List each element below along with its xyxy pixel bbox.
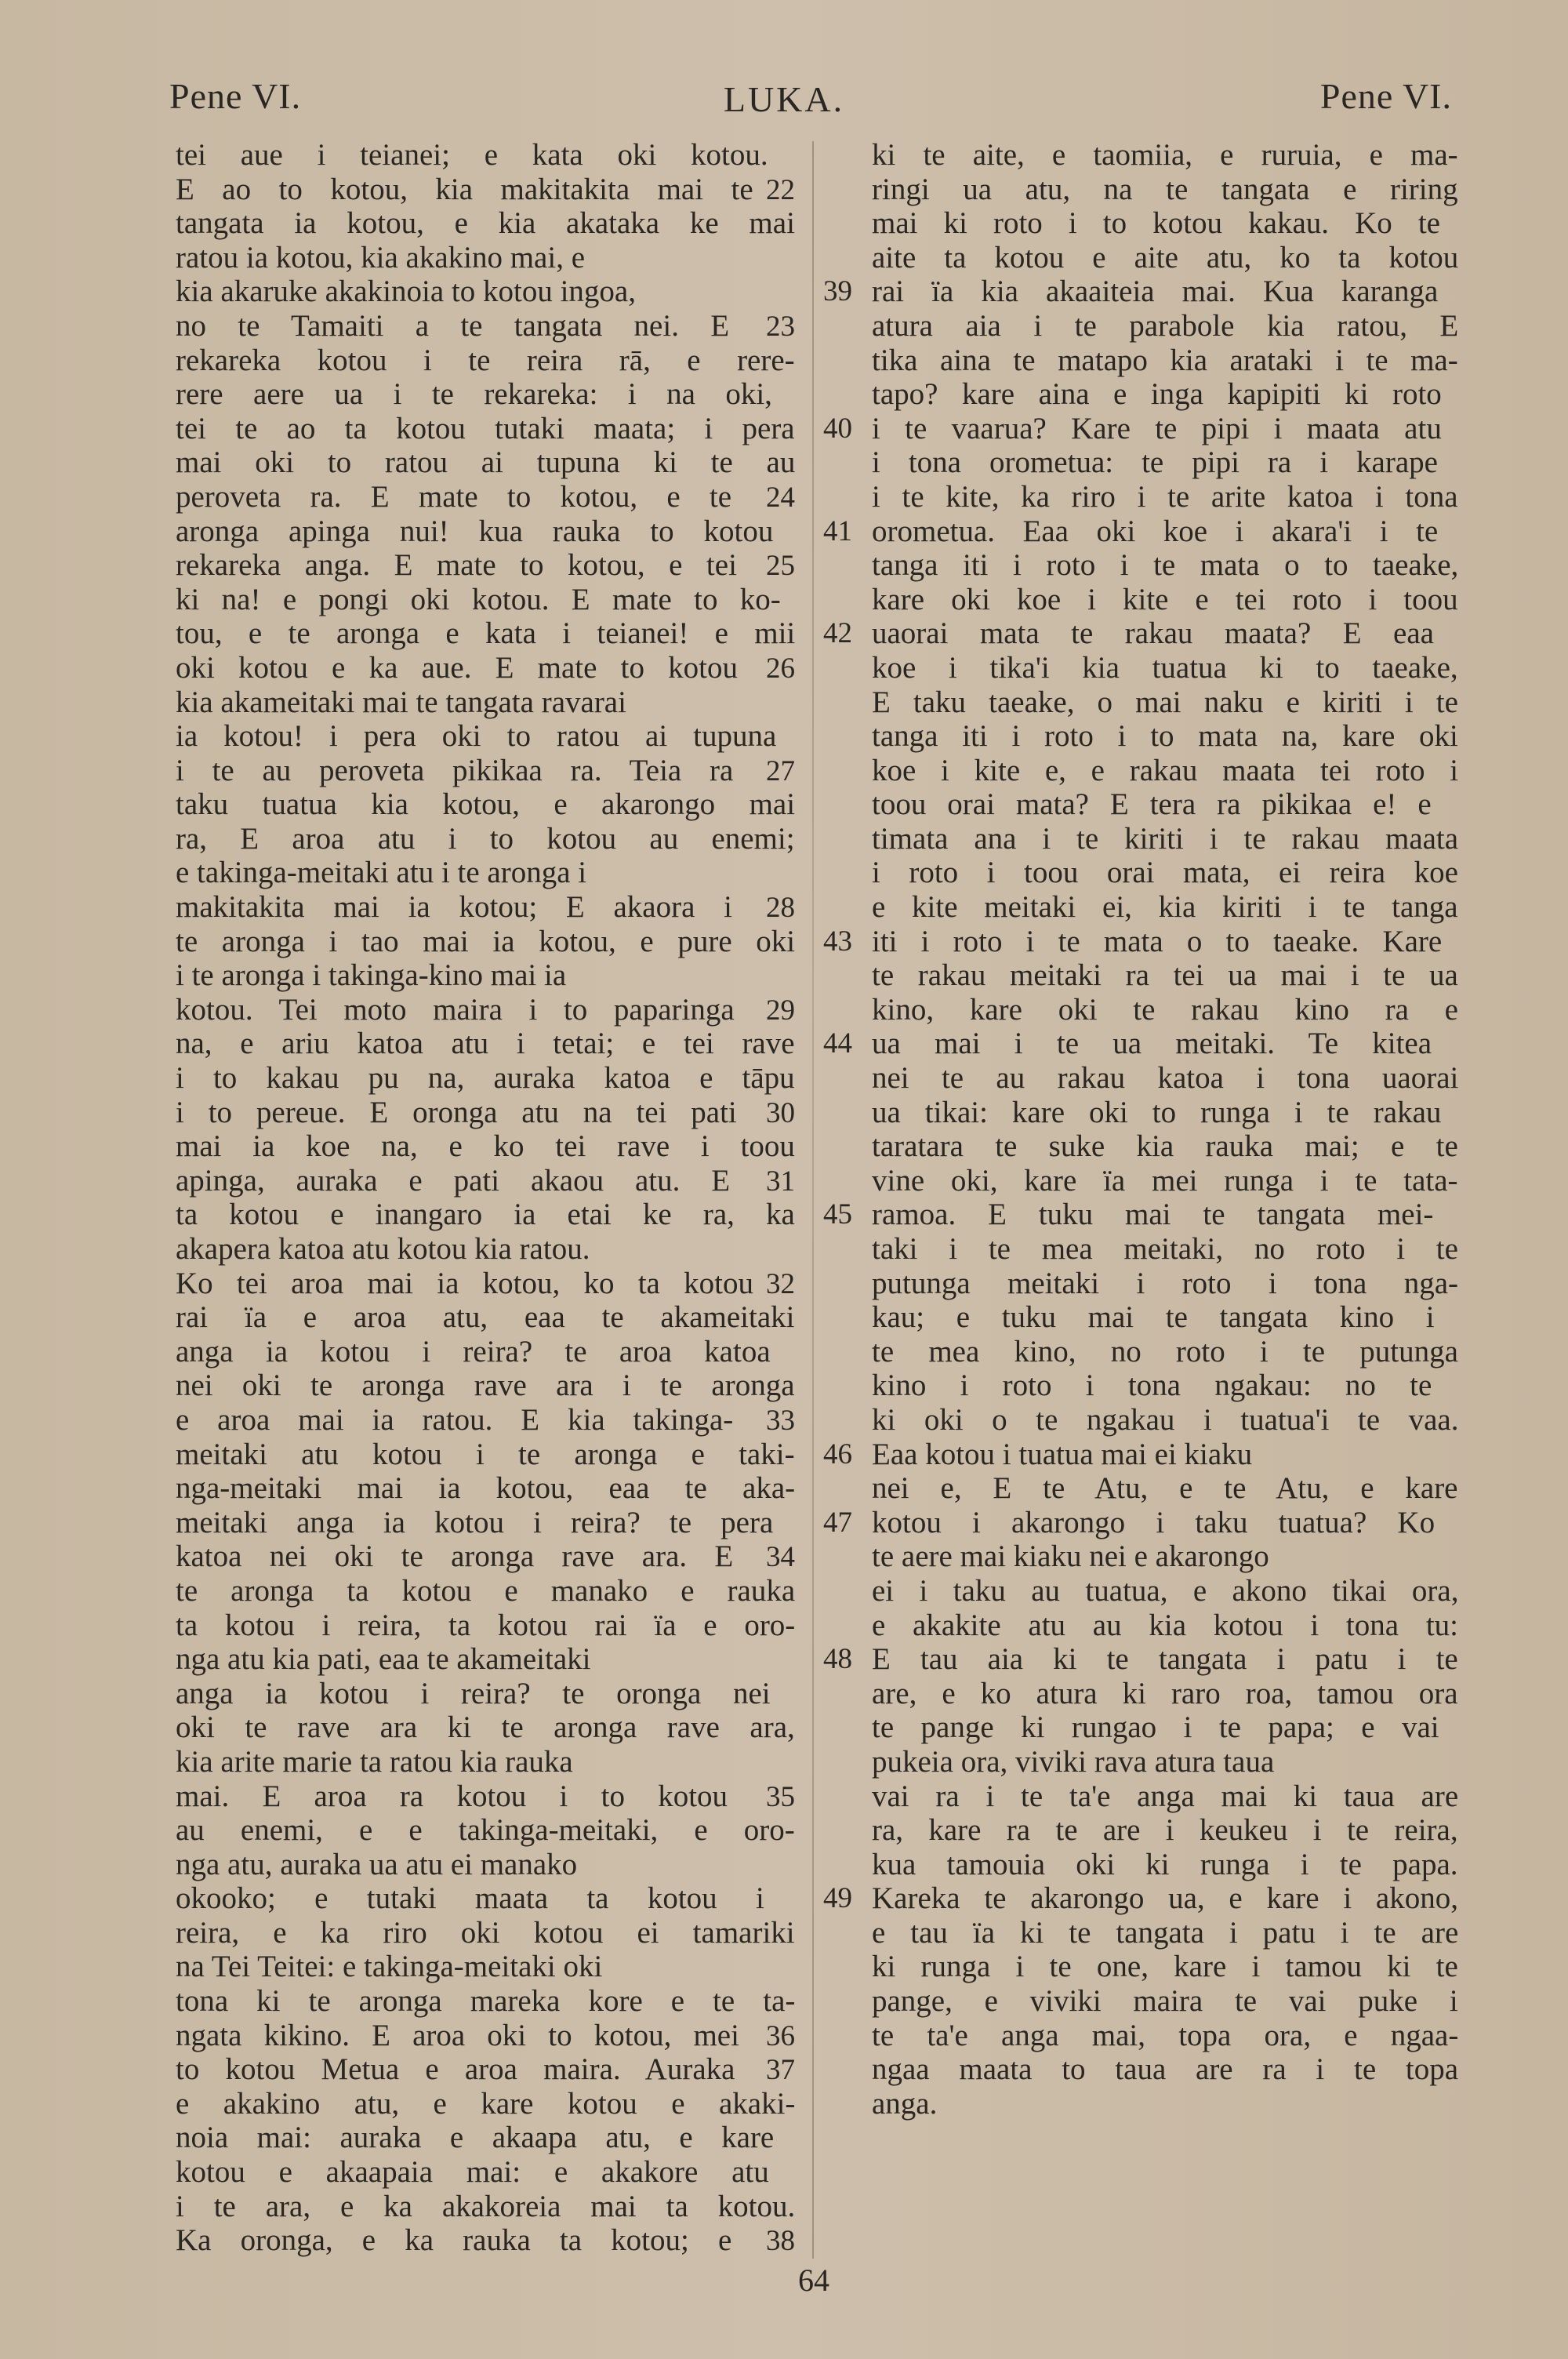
line-text: ki runga i te one, kare i tamou ki te [872,1950,1458,1984]
line-text: rekareka anga. E mate to kotou, e tei [176,548,737,583]
text-line [176,241,795,275]
line-text: e akakino atu, e kare kotou e akaki- [176,2086,796,2121]
text-line [872,445,1458,480]
text-line [176,1267,795,1301]
line-text: i to kakau pu na, auraka katoa e tāpu [176,1061,795,1096]
line-text: mai. E aroa ra kotou i to kotou [176,1779,728,1813]
text-line [176,309,795,343]
text-line [176,548,795,583]
line-text: rai ïa kia akaaiteia mai. Kua karanga [872,274,1439,309]
line-text: vine oki, kare ïa mei runga i te tata- [872,1163,1458,1198]
line-text: nei te au rakau katoa i tona uaorai [872,1061,1459,1096]
line-text: e kite meitaki ei, kia kiriti i te tanga [872,890,1458,925]
line-text: reira, e ka riro oki kotou ei tamariki [176,1915,795,1950]
page-number: 64 [798,2263,829,2298]
line-text: anga ia kotou i reira? te oronga nei [176,1676,771,1710]
text-line [176,1813,795,1848]
line-text: pukeia ora, viviki rava atura taua [872,1744,1275,1779]
line-text: te rakau meitaki ra tei ua mai i te ua [872,958,1458,993]
text-line [872,2052,1458,2087]
line-text: tanga iti i roto i te mata o to taeake, [872,548,1459,583]
line-text: iti i roto i te mata o to taeake. Kare [872,924,1443,958]
line-text: te ta'e anga mai, topa ora, e ngaa- [872,2018,1459,2052]
text-line [176,1096,795,1130]
verse-number: 32 [766,1267,795,1300]
text-line [872,1129,1458,1164]
text-line [176,412,795,446]
verse-number: 23 [766,310,795,343]
line-text: i te au peroveta pikikaa ra. Teia ra [176,753,734,787]
text-line [176,685,795,720]
line-text: okooko; e tutaki maata ta kotou i [176,1881,764,1916]
line-text: kotou i akarongo i taku tuatua? Ko [872,1505,1436,1539]
verse-number: 24 [766,481,795,514]
text-line [872,993,1458,1027]
text-line [872,1369,1458,1403]
text-line [872,890,1458,925]
text-line [872,787,1458,822]
text-line [176,2223,795,2258]
line-text: ki na! e pongi oki kotou. E mate to ko- [176,582,781,616]
text-line [176,1779,795,1814]
line-text: ra, kare ra te are i keukeu i te reira, [872,1813,1458,1848]
verse-number: 22 [766,173,795,206]
line-text: nga-meitaki mai ia kotou, eaa te aka- [176,1471,796,1506]
text-line [872,1096,1458,1130]
line-text: ta kotou e inangaro ia etai ke ra, ka [176,1198,795,1232]
text-line [872,1710,1458,1745]
text-line [872,241,1458,275]
text-line [176,890,795,925]
verse-number: 44 [823,1027,852,1060]
text-line [872,822,1458,856]
text-line [176,754,795,788]
line-text: oki te rave ara ki te aronga rave ara, [176,1710,795,1745]
text-line [176,1300,795,1335]
line-text: oki kotou e ka aue. E mate to kotou [176,650,739,685]
line-text: ramoa. E tuku mai te tangata mei- [872,1198,1434,1232]
line-text: mai oki to ratou ai tupuna ki te au [176,445,796,480]
verse-number: 25 [766,550,795,583]
line-text: putunga meitaki i roto i tona nga- [872,1266,1459,1300]
text-line [872,958,1458,993]
line-text: atura aia i te parabole kia ratou, E [872,308,1459,343]
text-line [872,1608,1458,1643]
line-text: i tona orometua: te pipi ra i karape [872,445,1438,480]
line-text: ratou ia kotou, kia akakino mai, e [176,240,586,274]
text-line [176,1506,795,1540]
line-text: tei te ao ta kotou tutaki maata; i pera [176,411,795,445]
line-text: taku tuatua kia kotou, e akarongo mai [176,787,796,822]
line-text: i te ara, e ka akakoreia mai ta kotou. [176,2189,796,2223]
line-text: ringi ua atu, na te tangata e riring [872,172,1458,206]
text-line [872,685,1458,720]
line-text: tapo? kare aina e inga kapipiti ki roto [872,377,1442,412]
line-text: nei e, E te Atu, e te Atu, e kare [872,1471,1458,1506]
text-line [176,1710,795,1745]
text-line [872,548,1458,583]
text-line [176,1539,795,1574]
text-line [176,2087,795,2121]
verse-number: 46 [823,1438,852,1470]
column-divider [812,141,814,2259]
verse-number: 29 [766,994,795,1027]
line-text: apinga, auraka e pati akaou atu. E [176,1163,731,1198]
text-line [872,138,1458,173]
text-line [872,719,1458,754]
header-left: Pene VI. [169,76,302,116]
text-line [176,377,795,412]
text-line [823,616,1458,651]
text-line [872,1539,1458,1574]
text-line [176,1848,795,1882]
text-line [176,1984,795,2019]
text-line [176,2155,795,2190]
text-line [872,1745,1458,1779]
line-text: Kareka te akarongo ua, e kare i akono, [872,1881,1458,1916]
line-text: are, e ko atura ki raro roa, tamou ora [872,1676,1458,1710]
line-text: mai ia koe na, e ko tei rave i toou [176,1129,795,1164]
text-line [176,856,795,890]
text-line [823,924,1458,959]
line-text: ua mai i te ua meitaki. Te kitea [872,1027,1432,1061]
text-line [823,274,1458,309]
text-line [872,1916,1458,1950]
text-line [176,993,795,1027]
line-text: e tau ïa ki te tangata i patu i te are [872,1915,1459,1950]
line-text: akapera katoa atu kotou kia ratou. [176,1232,590,1266]
line-text: kino, kare oki te rakau kino ra e [872,992,1458,1027]
line-text: tei aue i teianei; e kata oki kotou. [176,138,768,172]
text-line [176,1061,795,1096]
text-line [176,1027,795,1061]
text-line [176,1129,795,1164]
line-text: vai ra i te ta'e anga mai ki taua are [872,1779,1459,1813]
text-line [872,1232,1458,1267]
line-text: meitaki atu kotou i te aronga e taki- [176,1437,795,1471]
verse-number: 48 [823,1643,852,1676]
line-text: rekareka kotou i te reira rā, e rere- [176,343,795,377]
line-text: orometua. Eaa oki koe i akara'i i te [872,514,1439,548]
line-text: no te Tamaiti a te tangata nei. E [176,308,730,343]
text-line [176,1232,795,1267]
text-line [176,173,795,207]
text-line [176,2121,795,2155]
line-text: rere aere ua i te rekareka: i na oki, [176,377,772,412]
text-line [176,1438,795,1472]
line-text: tona ki te aronga mareka kore e te ta- [176,1984,796,2019]
line-text: timata ana i te kiriti i te rakau maata [872,821,1459,856]
text-line [176,1916,795,1950]
line-text: i to pereue. E oronga atu na tei pati [176,1095,737,1129]
line-text: tanga iti i roto i to mata na, kare oki [872,719,1458,754]
text-line [872,377,1458,412]
text-line [872,1848,1458,1882]
text-line [176,958,795,993]
line-text: nga atu kia pati, eaa te akameitaki [176,1642,591,1677]
line-text: i te vaarua? Kare te pipi i maata atu [872,411,1442,445]
text-line [176,822,795,856]
line-text: uaorai mata te rakau maata? E eaa [872,616,1434,651]
text-line [176,925,795,959]
verse-number: 34 [766,1541,795,1574]
line-text: ki te aite, e taomiia, e ruruia, e ma- [872,138,1458,172]
line-text: te aere mai kiaku nei e akarongo [872,1539,1269,1574]
line-text: aronga apinga nui! kua rauka to kotou [176,514,774,548]
text-line [823,1642,1458,1677]
line-text: Ka oronga, e ka rauka ta kotou; e [176,2223,732,2258]
line-text: te aronga ta kotou e manako e rauka [176,1573,796,1608]
text-line [176,445,795,480]
line-text: ki oki o te ngakau i tuatua'i te vaa. [872,1402,1459,1437]
line-text: ra, E aroa atu i to kotou au enemi; [176,821,795,856]
line-text: i te aronga i takinga-kino mai ia [176,958,567,993]
text-line [872,173,1458,207]
line-text: na, e ariu katoa atu i tetai; e tei rave [176,1027,795,1061]
line-text: ua tikai: kare oki to runga i te rakau [872,1095,1442,1129]
text-line [872,583,1458,617]
verse-number: 38 [766,2225,795,2258]
text-line [176,787,795,822]
text-line [176,514,795,549]
text-line [823,1881,1458,1916]
text-line [176,2052,795,2087]
text-line [872,1164,1458,1198]
text-line [176,1881,795,1916]
line-text: kau; e tuku mai te tangata kino i [872,1300,1435,1335]
text-line [176,1471,795,1506]
verse-number: 43 [823,925,852,958]
text-line [176,1745,795,1779]
line-text: kare oki koe i kite e tei roto i toou [872,582,1458,616]
line-text: E taku taeake, o mai naku e kiriti i te [872,685,1458,719]
text-line [176,651,795,685]
verse-number: 41 [823,514,852,547]
line-text: ia kotou! i pera oki to ratou ai tupuna [176,719,777,754]
text-line [176,1335,795,1369]
line-text: Eaa kotou i tuatua mai ei kiaku [872,1437,1253,1471]
line-text: kotou e akaapaia mai: e akakore atu [176,2155,769,2190]
line-text: anga. [872,2086,938,2121]
verse-number: 35 [766,1780,795,1813]
line-text: E tau aia ki te tangata i patu i te [872,1642,1458,1677]
line-text: tangata ia kotou, e kia akataka ke mai [176,206,795,241]
text-line [176,343,795,378]
line-text: au enemi, e e takinga-meitaki, e oro- [176,1813,795,1848]
text-line [176,1642,795,1677]
text-line [176,616,795,651]
line-text: makitakita mai ia kotou; E akaora i [176,890,732,925]
line-text: i te kite, ka riro i te arite katoa i tona [872,479,1458,514]
verse-number: 33 [766,1404,795,1437]
text-line [176,206,795,241]
verse-number: 28 [766,892,795,925]
line-text: taki i te mea meitaki, no roto i te [872,1232,1458,1266]
line-text: mai ki roto i to kotou kakau. Ko te [872,206,1440,241]
line-text: kotou. Tei moto maira i to paparinga [176,992,735,1027]
line-text: nga atu, auraka ua atu ei manako [176,1847,578,1881]
line-text: kua tamouia oki ki runga i te papa. [872,1847,1458,1881]
line-text: e aroa mai ia ratou. E kia takinga- [176,1402,734,1437]
text-line [176,1198,795,1232]
text-line [872,2087,1458,2121]
text-line [176,1369,795,1403]
line-text: koe i kite e, e rakau maata tei roto i [872,753,1459,787]
right-text-column [823,138,1459,2121]
line-text: e takinga-meitaki atu i te aronga i [176,856,587,890]
left-text-column [176,138,795,2258]
text-line [176,2019,795,2053]
text-line [872,1300,1458,1335]
line-text: kia akameitaki mai te tangata ravarai [176,685,626,719]
header-title: LUKA. [723,79,845,119]
line-text: koe i tika'i kia tuatua ki to taeake, [872,650,1458,685]
text-line [872,1574,1458,1608]
text-line [872,1779,1458,1814]
line-text: kia arite marie ta ratou kia rauka [176,1744,573,1779]
line-text: nei oki te aronga rave ara i te aronga [176,1369,795,1403]
text-line [176,1164,795,1198]
text-line [176,138,795,173]
line-text: pange, e viviki maira te vai puke i [872,1984,1458,2019]
text-line [872,1813,1458,1848]
line-text: e akakite atu au kia kotou i tona tu: [872,1608,1458,1642]
text-line [872,1335,1458,1369]
line-text: tou, e te aronga e kata i teianei! e mii [176,616,796,651]
line-text: noia mai: auraka e akaapa atu, e kare [176,2121,775,2155]
text-line [872,206,1458,241]
line-text: ta kotou i reira, ta kotou rai ïa e oro- [176,1608,796,1642]
text-line [872,1267,1458,1301]
text-line [176,1608,795,1643]
verse-number: 31 [766,1165,795,1198]
line-text: te pange ki rungao i te papa; e vai [872,1710,1439,1745]
line-text: Ko tei aroa mai ia kotou, ko ta kotou [176,1266,753,1300]
text-line [872,1471,1458,1506]
text-line [176,1403,795,1438]
text-line [176,274,795,309]
text-line [176,1950,795,1984]
text-line [872,754,1458,788]
line-text: aite ta kotou e aite atu, ko ta kotou [872,240,1459,274]
line-text: rai ïa e aroa atu, eaa te akameitaki [176,1300,795,1335]
line-text: ngata kikino. E aroa oki to kotou, mei [176,2018,739,2052]
line-text: kia akaruke akakinoia to kotou ingoa, [176,274,636,309]
verse-number: 30 [766,1096,795,1129]
text-line [823,1437,1458,1472]
line-text: na Tei Teitei: e takinga-meitaki oki [176,1950,603,1984]
text-line [872,651,1458,685]
verse-number: 39 [823,275,852,308]
text-line [872,2019,1458,2053]
text-line [872,1984,1458,2019]
verse-number: 36 [766,2019,795,2052]
line-text: peroveta ra. E mate to kotou, e te [176,479,732,514]
line-text: kino i roto i tona ngakau: no te [872,1369,1432,1403]
verse-number: 27 [766,754,795,787]
line-text: meitaki anga ia kotou i reira? te pera [176,1505,774,1539]
line-text: katoa nei oki te aronga rave ara. E [176,1539,734,1574]
line-text: E ao to kotou, kia makitakita mai te [176,172,753,206]
text-line [872,1950,1458,1984]
verse-number: 40 [823,412,852,445]
text-line [872,1403,1458,1438]
text-line [872,480,1458,514]
line-text: to kotou Metua e aroa maira. Auraka [176,2052,735,2087]
text-line [176,1677,795,1711]
line-text: anga ia kotou i reira? te aroa katoa [176,1334,771,1369]
line-text: taratara te suke kia rauka mai; e te [872,1129,1458,1164]
text-line [872,1061,1458,1096]
text-line [176,1574,795,1608]
text-line [823,1198,1458,1232]
line-text: ei i taku au tuatua, e akono tikai ora, [872,1573,1459,1608]
text-line [823,411,1458,446]
text-line [823,514,1458,549]
text-line [823,1027,1458,1061]
verse-number: 26 [766,652,795,685]
line-text: te aronga i tao mai ia kotou, e pure oki [176,924,796,958]
verse-number: 47 [823,1506,852,1539]
header-right: Pene VI. [1319,76,1452,116]
text-line [176,480,795,514]
verse-number: 45 [823,1198,852,1231]
text-line [872,309,1458,343]
line-text: te mea kino, no roto i te putunga [872,1334,1458,1369]
text-line [872,1677,1458,1711]
verse-number: 37 [766,2054,795,2087]
verse-number: 49 [823,1882,852,1915]
line-text: ngaa maata to taua are ra i te topa [872,2052,1459,2087]
text-line [176,719,795,754]
line-text: i roto i toou orai mata, ei reira koe [872,856,1458,890]
verse-number: 42 [823,617,852,650]
text-line [176,583,795,617]
line-text: tika aina te matapo kia arataki i te ma- [872,343,1458,377]
text-line [176,2190,795,2224]
text-line [823,1505,1458,1540]
text-line [872,856,1458,890]
text-line [872,343,1458,378]
line-text: toou orai mata? E tera ra pikikaa e! e [872,787,1432,822]
